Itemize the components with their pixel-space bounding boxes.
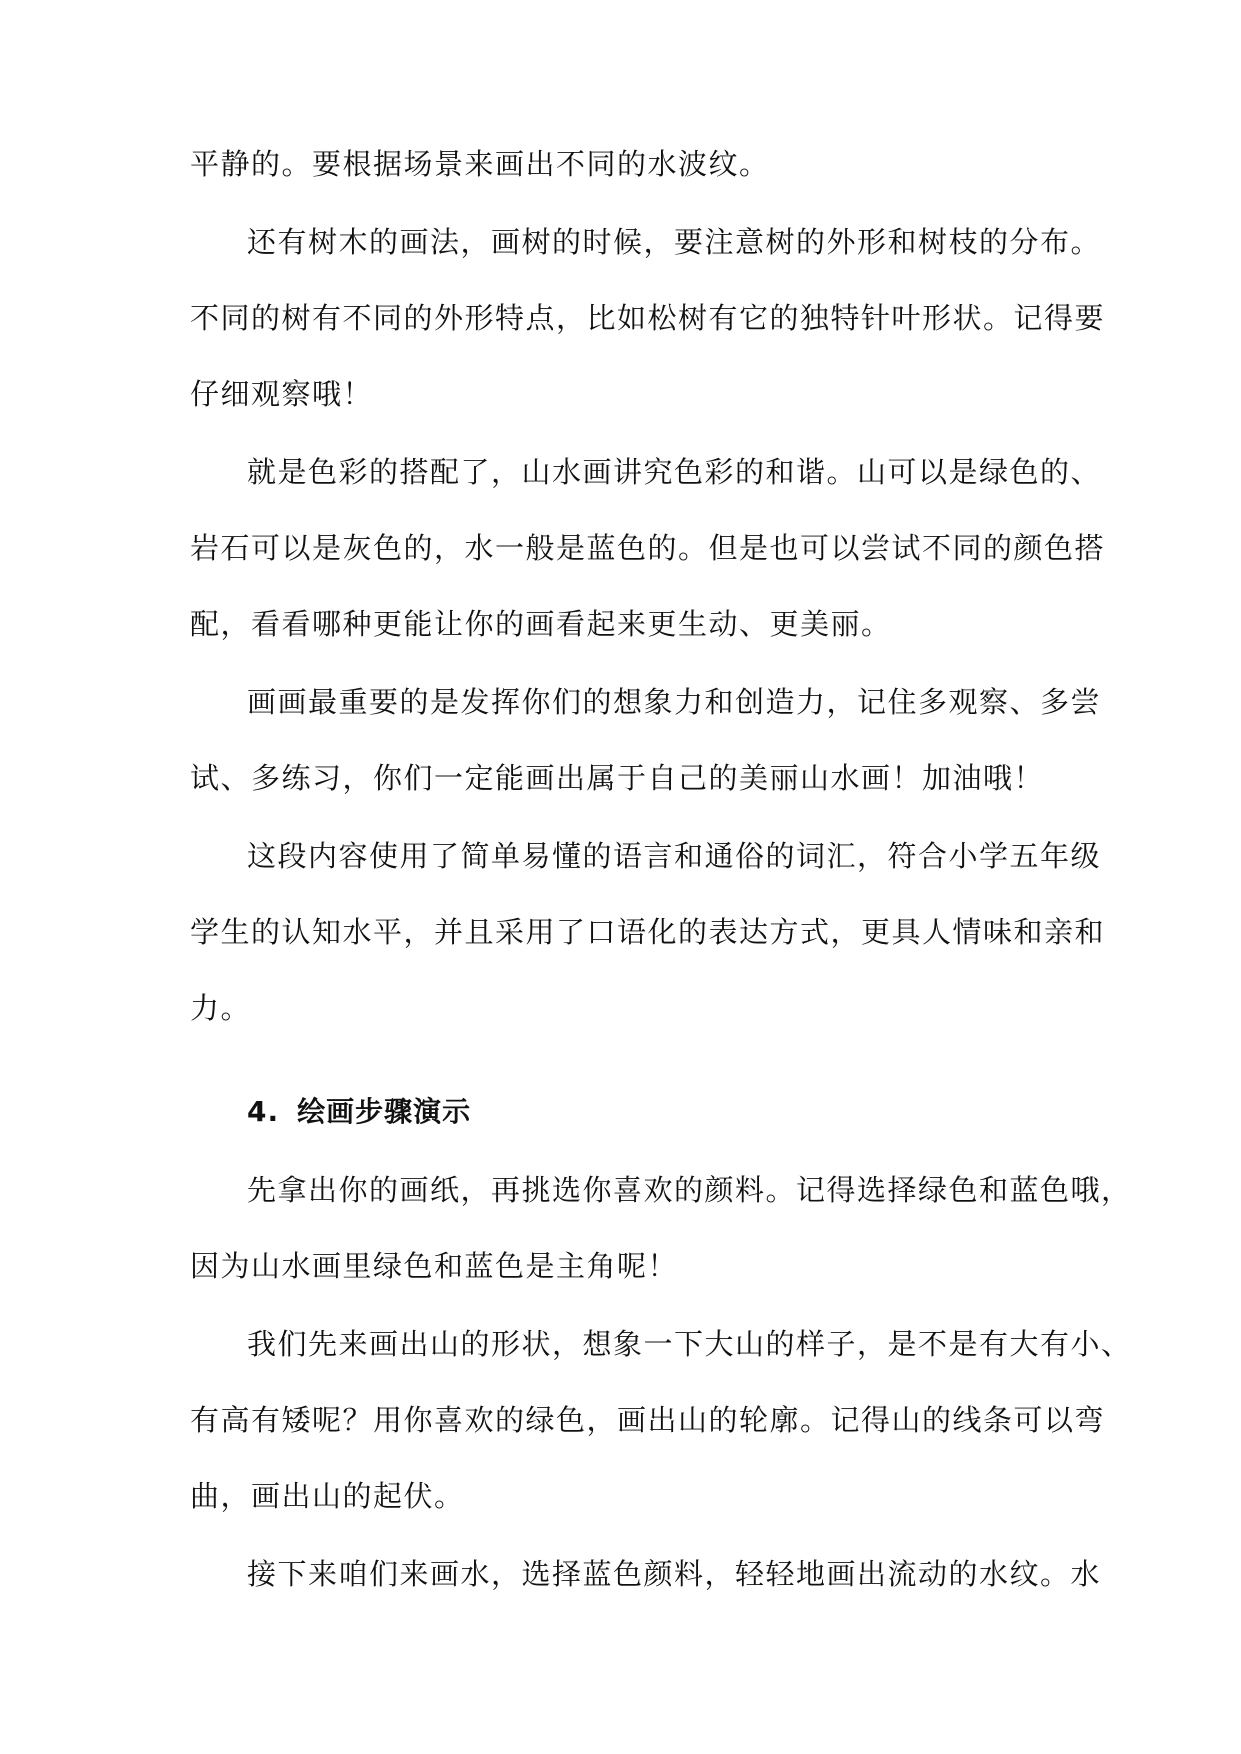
text-line: 曲，画出山的起伏。 xyxy=(190,1479,465,1513)
text-line: 力。 xyxy=(190,991,252,1025)
text-line: 平静的。要根据场景来画出不同的水波纹。 xyxy=(190,147,770,181)
text-line: 有高有矮呢？用你喜欢的绿色，画出山的轮廓。记得山的线条可以弯 xyxy=(190,1403,1106,1437)
text-line: 仔细观察哦！ xyxy=(190,377,374,411)
text-line: 不同的树有不同的外形特点，比如松树有它的独特针叶形状。记得要 xyxy=(190,301,1106,335)
paragraph-first-line: 就是色彩的搭配了，山水画讲究色彩的和谐。山可以是绿色的、 xyxy=(247,455,1102,489)
section-number: 4. xyxy=(247,1095,280,1128)
text-line: 配，看看哪种更能让你的画看起来更生动、更美丽。 xyxy=(190,607,892,641)
text-line: 岩石可以是灰色的，水一般是蓝色的。但是也可以尝试不同的颜色搭 xyxy=(190,531,1106,565)
paragraph-first-line: 先拿出你的画纸，再挑选你喜欢的颜料。记得选择绿色和蓝色哦， xyxy=(247,1173,1132,1207)
paragraph-first-line: 这段内容使用了简单易懂的语言和通俗的词汇，符合小学五年级 xyxy=(247,839,1102,873)
section-heading xyxy=(247,1092,471,1132)
paragraph-first-line: 接下来咱们来画水，选择蓝色颜料，轻轻地画出流动的水纹。水 xyxy=(247,1557,1102,1591)
text-line: 试、多练习，你们一定能画出属于自己的美丽山水画！加油哦！ xyxy=(190,761,1045,795)
section-title: 绘画步骤演示 xyxy=(297,1095,472,1128)
text-line: 因为山水画里绿色和蓝色是主角呢！ xyxy=(190,1249,679,1283)
text-line: 学生的认知水平，并且采用了口语化的表达方式，更具人情味和亲和 xyxy=(190,915,1106,949)
paragraph-first-line: 画画最重要的是发挥你们的想象力和创造力，记住多观察、多尝 xyxy=(247,685,1102,719)
paragraph-first-line: 还有树木的画法，画树的时候，要注意树的外形和树枝的分布。 xyxy=(247,225,1102,259)
paragraph-first-line: 我们先来画出山的形状，想象一下大山的样子，是不是有大有小、 xyxy=(247,1327,1132,1361)
